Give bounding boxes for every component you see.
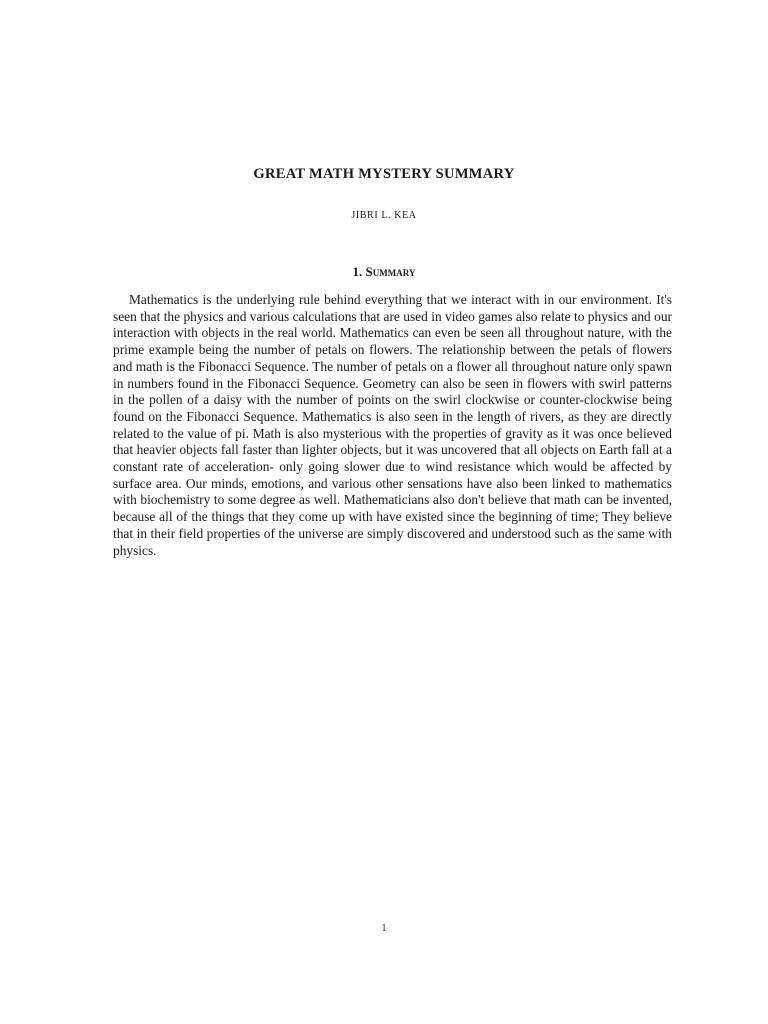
section-title: Summary — [365, 264, 416, 279]
summary-paragraph-text: Mathematics is the underlying rule behind everything that we interact with in our environment. It's seen that the physics and various calculations that are used in video games also relate to physics and our interaction with objects in the real world. Mathematics can even be seen all throughout nature, with the prime example being the number of petals on flowers. The relationship between the petals of flowers and math is the Fibonacci Sequence. The number of petals on a flower all throughout nature only spawn in numbers found in the Fibonacci Sequence. Geometry can also be seen in flowers with swirl patterns in the pollen of a daisy with the number of points on the swirl clockwise or counter-clockwise being found on the Fibonacci Sequence. Mathematics is also seen in the length of rivers, as they are directly related to the value of pi. Math is also mysterious with the properties of gravity as it was once believed that heavier objects fall faster than lighter objects, but it was uncovered that all objects on Earth fall at a constant rate of acceleration- only going slower due to wind resistance which would be affected by surface area. Our minds, emotions, and various other sensations have also been linked to mathematics with biochemistry to some degree as well. Mathematicians also don't believe that math can be invented, because all of the things that they come up with have existed since the beginning of time; They believe that in their field properties of the universe are simply discovered and understood such as the same with physics. — [113, 292, 672, 558]
document-title: GREAT MATH MYSTERY SUMMARY — [253, 166, 515, 182]
section-heading — [0, 264, 768, 280]
summary-paragraph — [113, 292, 672, 559]
section-number: 1. — [352, 264, 363, 279]
author-name: JIBRI L. KEA — [351, 210, 417, 221]
page-number: 1 — [381, 923, 387, 934]
